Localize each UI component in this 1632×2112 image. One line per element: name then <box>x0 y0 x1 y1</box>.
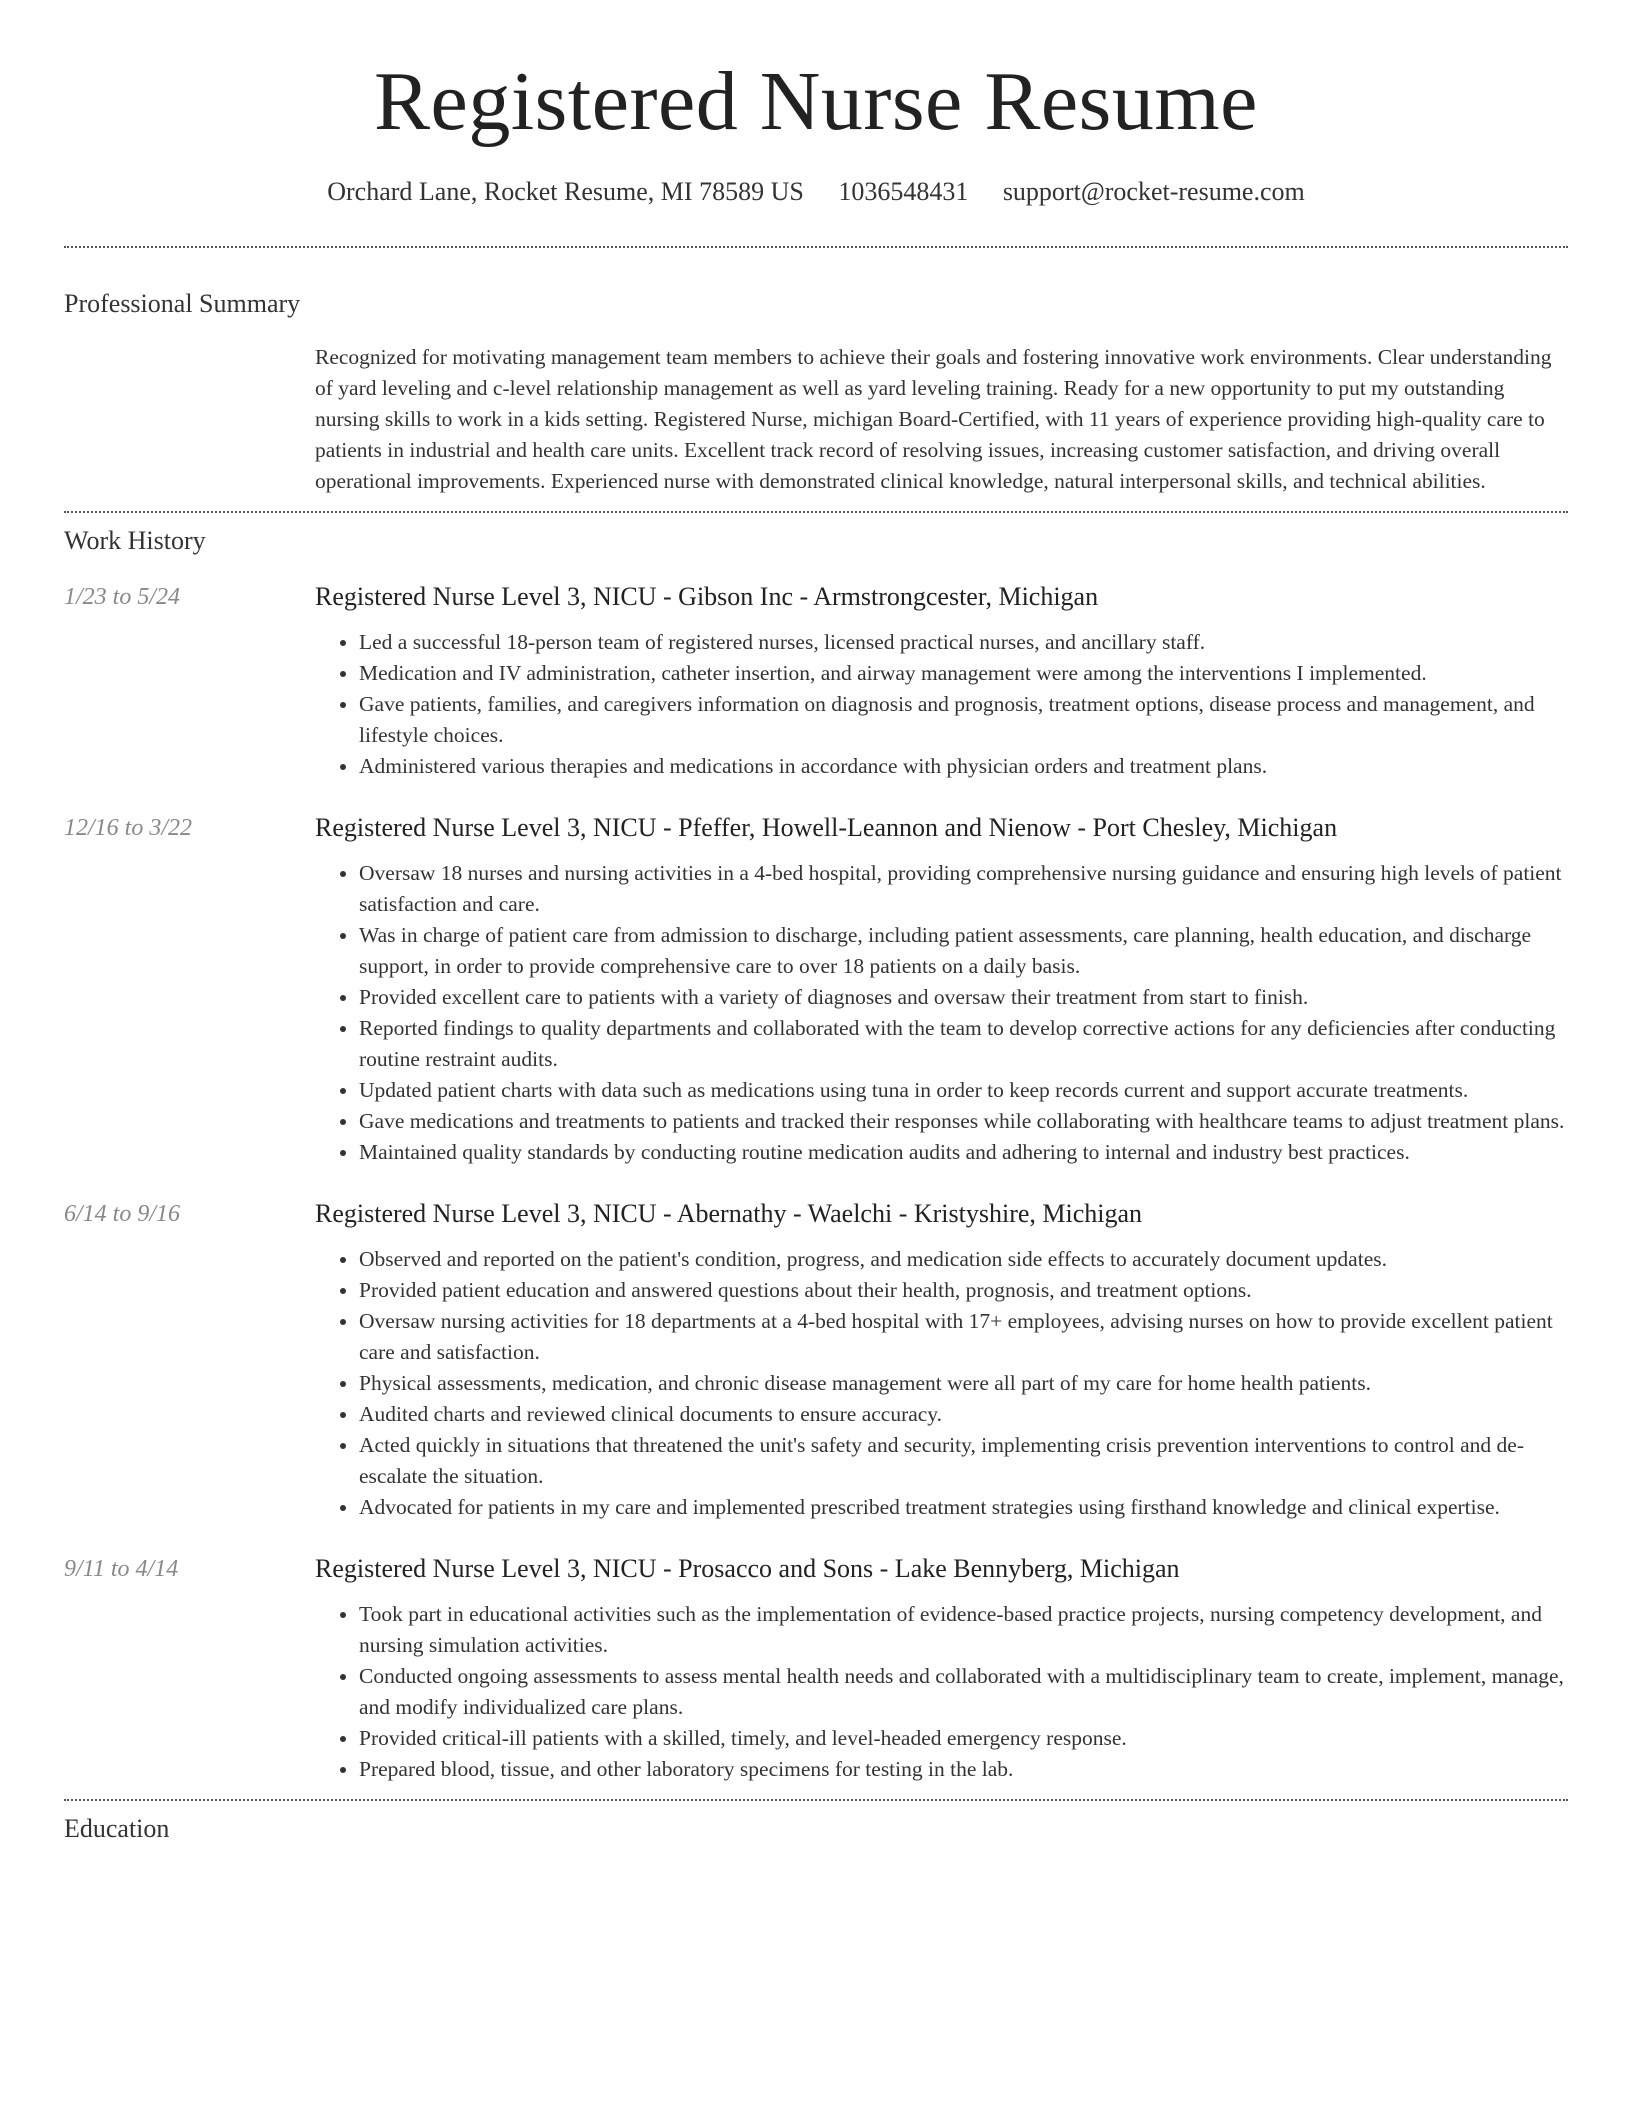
job-body <box>315 1553 1568 1785</box>
job-bullets <box>315 1599 1568 1785</box>
list-item: • Conducted ongoing assessments to assess mental health needs and collaborated with a multidisciplinary team to create, implement, manage, and modify individualized care plans. <box>359 1661 1568 1723</box>
list-item: • Advocated for patients in my care and implemented prescribed treatment strategies using firsthand knowledge and clinical expertise. <box>359 1492 1568 1523</box>
list-item: • Provided patient education and answered questions about their health, prognosis, and treatment options. <box>359 1275 1568 1306</box>
list-item: • Physical assessments, medication, and chronic disease management were all part of my care for home health patients. <box>359 1368 1568 1399</box>
job-entry <box>64 1198 1568 1523</box>
job-title: Registered Nurse Level 3, NICU - Prosacco and Sons - Lake Bennyberg, Michigan <box>315 1554 1180 1583</box>
job-dates: 12/16 to 3/22 <box>64 815 193 841</box>
job-entry <box>64 581 1568 782</box>
job-dates: 9/11 to 4/14 <box>64 1556 179 1582</box>
education-section <box>64 1813 1568 1845</box>
list-item: • Updated patient charts with data such as medications using tuna in order to keep records current and support accurate treatments. <box>359 1075 1568 1106</box>
job-body <box>315 812 1568 1168</box>
divider <box>64 246 1568 248</box>
resume-page <box>64 0 1568 1845</box>
job-bullets <box>315 1244 1568 1523</box>
list-item: • Oversaw 18 nurses and nursing activities in a 4-bed hospital, providing comprehensive nursing guidance and ensuring high levels of patient satisfaction and care. <box>359 858 1568 920</box>
job-dates: 6/14 to 9/16 <box>64 1201 181 1227</box>
list-item: • Gave patients, families, and caregivers information on diagnosis and prognosis, treatment options, disease process and management, and lifestyle choices. <box>359 689 1568 751</box>
list-item: • Administered various therapies and medications in accordance with physician orders and treatment plans. <box>359 751 1568 782</box>
job-bullets <box>315 858 1568 1168</box>
list-item: • Reported findings to quality departments and collaborated with the team to develop corrective actions for any deficiencies after conducting routine restraint audits. <box>359 1013 1568 1075</box>
list-item: • Observed and reported on the patient's condition, progress, and medication side effects to accurately document updates. <box>359 1244 1568 1275</box>
section-heading-summary: Professional Summary <box>64 289 301 318</box>
divider <box>64 511 1568 513</box>
contact-phone: 1036548431 <box>838 177 969 206</box>
list-item: • Led a successful 18-person team of registered nurses, licensed practical nurses, and ancillary staff. <box>359 627 1568 658</box>
list-item: • Provided critical-ill patients with a skilled, timely, and level-headed emergency response. <box>359 1723 1568 1754</box>
job-dates: 1/23 to 5/24 <box>64 584 181 610</box>
list-item: • Gave medications and treatments to patients and tracked their responses while collaborating with healthcare teams to adjust treatment plans. <box>359 1106 1568 1137</box>
contact-address: Orchard Lane, Rocket Resume, MI 78589 US <box>327 177 804 206</box>
job-title: Registered Nurse Level 3, NICU - Abernathy - Waelchi - Kristyshire, Michigan <box>315 1199 1143 1228</box>
contact-line <box>64 174 1568 210</box>
page-title: Registered Nurse Resume <box>374 55 1258 148</box>
list-item: • Provided excellent care to patients with a variety of diagnoses and oversaw their treatment from start to finish. <box>359 982 1568 1013</box>
job-body <box>315 1198 1568 1523</box>
list-item: • Maintained quality standards by conducting routine medication audits and adhering to internal and industry best practices. <box>359 1137 1568 1168</box>
list-item: • Prepared blood, tissue, and other laboratory specimens for testing in the lab. <box>359 1754 1568 1785</box>
list-item: • Medication and IV administration, catheter insertion, and airway management were among the interventions I implemented. <box>359 658 1568 689</box>
job-bullets <box>315 627 1568 782</box>
list-item: • Was in charge of patient care from admission to discharge, including patient assessments, care planning, health education, and discharge support, in order to provide comprehensive care to over 18 patients on a daily basis. <box>359 920 1568 982</box>
section-heading-education: Education <box>64 1814 170 1843</box>
divider <box>64 1799 1568 1801</box>
contact-email: support@rocket-resume.com <box>1002 177 1305 206</box>
section-heading-work-history: Work History <box>64 526 206 555</box>
job-body <box>315 581 1568 782</box>
job-entry <box>64 1553 1568 1785</box>
list-item: • Audited charts and reviewed clinical documents to ensure accuracy. <box>359 1399 1568 1430</box>
list-item: • Oversaw nursing activities for 18 departments at a 4-bed hospital with 17+ employees, advising nurses on how to provide excellent patient care and satisfaction. <box>359 1306 1568 1368</box>
list-item: • Acted quickly in situations that threatened the unit's safety and security, implementing crisis prevention interventions to control and de-escalate the situation. <box>359 1430 1568 1492</box>
job-title: Registered Nurse Level 3, NICU - Pfeffer, Howell-Leannon and Nienow - Port Chesley, Michigan <box>315 813 1338 842</box>
list-item: • Took part in educational activities such as the implementation of evidence-based practice projects, nursing competency development, and nursing simulation activities. <box>359 1599 1568 1661</box>
summary-text: Recognized for motivating management team members to achieve their goals and fostering innovative work environments. Clear understanding of yard leveling and c-level relationship management as well as yard leveling training. Ready for a new opportunity to put my outstanding nursing skills to work in a kids setting. Registered Nurse, michigan Board-Certified, with 11 years of experience providing high-quality care to patients in industrial and health care units. Excellent track record of resolving issues, increasing customer satisfaction, and driving overall operational improvements. Experienced nurse with demonstrated clinical knowledge, natural interpersonal skills, and technical abilities. <box>315 345 1552 493</box>
resume-header <box>64 0 1568 210</box>
job-title: Registered Nurse Level 3, NICU - Gibson Inc - Armstrongcester, Michigan <box>315 582 1099 611</box>
work-history-section <box>64 525 1568 1785</box>
summary-section <box>64 288 1568 497</box>
job-entry <box>64 812 1568 1168</box>
